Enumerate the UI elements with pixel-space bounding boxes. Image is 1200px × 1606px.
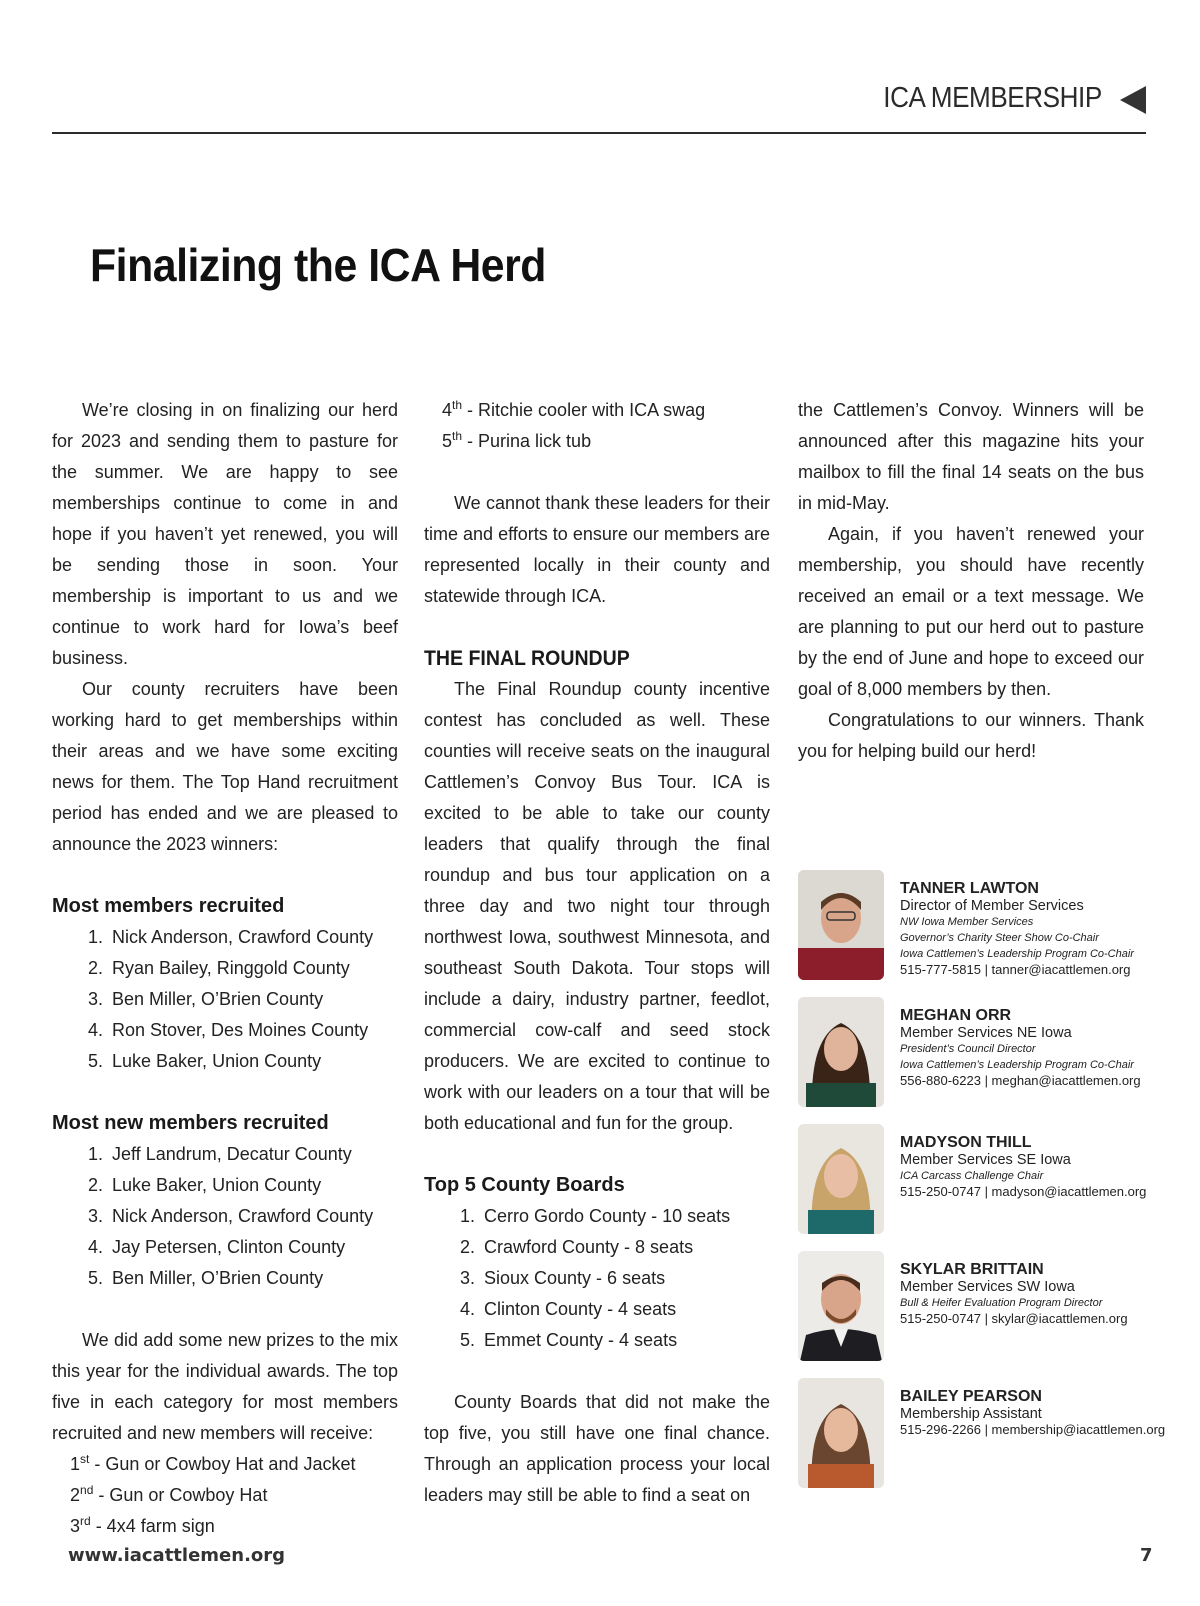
column-3 (798, 395, 1144, 767)
list-item: 3. Nick Anderson, Crawford County (108, 1201, 398, 1232)
staff-role: Member Services SE Iowa (900, 1152, 1071, 1168)
most-members-list (52, 922, 398, 1077)
list-item: 4. Jay Petersen, Clinton County (108, 1232, 398, 1263)
prize-line: 1st - Gun or Cowboy Hat and Jacket (70, 1452, 356, 1474)
paragraph: Again, if you haven’t renewed your membership, you should have recently received an email or a text message. We are planning to put our herd out to pasture by the end of June and hope to exceed our goal of 8,000 members by then. (798, 524, 1144, 699)
staff-photo (798, 1251, 884, 1361)
list-item: 1. Jeff Landrum, Decatur County (108, 1139, 398, 1170)
page-number: 7 (1140, 1545, 1153, 1566)
staff-note: NW Iowa Member Services (900, 916, 1034, 928)
list-item: 2. Crawford County - 8 seats (480, 1232, 770, 1263)
list-item: 5. Ben Miller, O’Brien County (108, 1263, 398, 1294)
staff-card-meghan (798, 997, 1188, 1109)
staff-note: Iowa Cattlemen’s Leadership Program Co-Chair (900, 1059, 1134, 1071)
staff-note: President’s Council Director (900, 1043, 1036, 1055)
column-2 (424, 395, 770, 1511)
subheading-new-members: Most new members recruited (52, 1112, 329, 1134)
prize-line: 3rd - 4x4 farm sign (70, 1514, 215, 1536)
triangle-left-icon (1120, 86, 1146, 114)
staff-note: Governor’s Charity Steer Show Co-Chair (900, 932, 1099, 944)
staff-contact: 515-250-0747 | madyson@iacattlemen.org (900, 1184, 1147, 1199)
staff-card-skylar (798, 1251, 1188, 1363)
staff-note: ICA Carcass Challenge Chair (900, 1170, 1044, 1182)
staff-name: BAILEY PEARSON (900, 1388, 1042, 1405)
article-title: Finalizing the ICA Herd (90, 239, 546, 291)
list-item: 1. Cerro Gordo County - 10 seats (480, 1201, 770, 1232)
list-item: 2. Ryan Bailey, Ringgold County (108, 953, 398, 984)
subheading-top-county-boards: Top 5 County Boards (424, 1174, 625, 1196)
staff-card-tanner (798, 870, 1188, 982)
paragraph: We’re closing in on finalizing our herd for 2023 and sending them to pasture for the summer. We are happy to see memberships continue to come in and hope if you haven’t yet renewed, you will be sending those in soon. Your membership is important to us and we continue to work hard for Iowa’s beef business. (52, 400, 398, 668)
staff-note: Iowa Cattlemen’s Leadership Program Co-Chair (900, 948, 1134, 960)
staff-name: MADYSON THILL (900, 1134, 1032, 1151)
section-header (52, 78, 1146, 134)
staff-contact: 515-250-0747 | skylar@iacattlemen.org (900, 1311, 1128, 1326)
list-item: 5. Luke Baker, Union County (108, 1046, 398, 1077)
paragraph: Our county recruiters have been working hard to get memberships within their areas and we have some exciting news for them. The Top Hand recruitment period has ended and we are pleased to announce the 2023 winners: (52, 679, 398, 854)
list-item: 2. Luke Baker, Union County (108, 1170, 398, 1201)
staff-card-madyson (798, 1124, 1188, 1236)
list-item: 3. Sioux County - 6 seats (480, 1263, 770, 1294)
staff-photo (798, 870, 884, 980)
paragraph: Congratulations to our winners. Thank you for helping build our herd! (798, 710, 1144, 761)
section-label: ICA MEMBERSHIP (883, 82, 1102, 114)
staff-contact: 515-296-2266 | membership@iacattlemen.org (900, 1422, 1166, 1437)
list-item: 5. Emmet County - 4 seats (480, 1325, 770, 1356)
prize-line: 2nd - Gun or Cowboy Hat (70, 1483, 268, 1505)
staff-role: Director of Member Services (900, 898, 1084, 914)
list-item: 4. Clinton County - 4 seats (480, 1294, 770, 1325)
staff-role: Membership Assistant (900, 1406, 1042, 1422)
paragraph: the Cattlemen’s Convoy. Winners will be announced after this magazine hits your mailbox to fill the final 14 seats on the bus in mid-May. (798, 400, 1144, 513)
paragraph: We did add some new prizes to the mix this year for the individual awards. The top five in each category for most members recruited and new members will receive: (52, 1330, 398, 1443)
staff-photo (798, 1378, 884, 1488)
county-boards-list (424, 1201, 770, 1356)
paragraph: We cannot thank these leaders for their time and efforts to ensure our members are represented locally in their county and statewide through ICA. (424, 493, 770, 606)
subheading-most-members: Most members recruited (52, 895, 285, 917)
new-members-list (52, 1139, 398, 1294)
paragraph: The Final Roundup county incentive contest has concluded as well. These counties will receive seats on the inaugural Cattlemen’s Convoy Bus Tour. ICA is excited to be able to take our county leaders that qualify through the final roundup and bus tour application on a three day and two night tour through northwest Iowa, southwest Minnesota, and southeast South Dakota. Tour stops will include a dairy, industry partner, feedlot, commercial cow-calf and seed stock producers. We are excited to continue to work with our leaders on a tour that will be both educational and fun for the group. (424, 679, 770, 1133)
staff-name: TANNER LAWTON (900, 880, 1039, 897)
list-item: 3. Ben Miller, O’Brien County (108, 984, 398, 1015)
staff-contact: 515-777-5815 | tanner@iacattlemen.org (900, 962, 1131, 977)
list-item: 4. Ron Stover, Des Moines County (108, 1015, 398, 1046)
staff-name: SKYLAR BRITTAIN (900, 1261, 1044, 1278)
staff-role: Member Services NE Iowa (900, 1025, 1072, 1041)
staff-role: Member Services SW Iowa (900, 1279, 1075, 1295)
staff-photo (798, 997, 884, 1107)
paragraph: County Boards that did not make the top five, you still have one final chance. Through an application process your local leaders may still be able to find a seat on (424, 1392, 770, 1505)
column-1 (52, 395, 398, 1542)
staff-name: MEGHAN ORR (900, 1007, 1012, 1024)
prize-line: 5th - Purina lick tub (442, 429, 592, 451)
footer-url[interactable]: www.iacattlemen.org (68, 1545, 286, 1566)
subheading-final-roundup: THE FINAL ROUNDUP (424, 647, 630, 670)
list-item: 1. Nick Anderson, Crawford County (108, 922, 398, 953)
staff-card-bailey (798, 1378, 1188, 1490)
staff-contact: 556-880-6223 | meghan@iacattlemen.org (900, 1073, 1141, 1088)
prize-line: 4th - Ritchie cooler with ICA swag (442, 398, 706, 420)
staff-photo (798, 1124, 884, 1234)
staff-note: Bull & Heifer Evaluation Program Director (900, 1297, 1103, 1309)
